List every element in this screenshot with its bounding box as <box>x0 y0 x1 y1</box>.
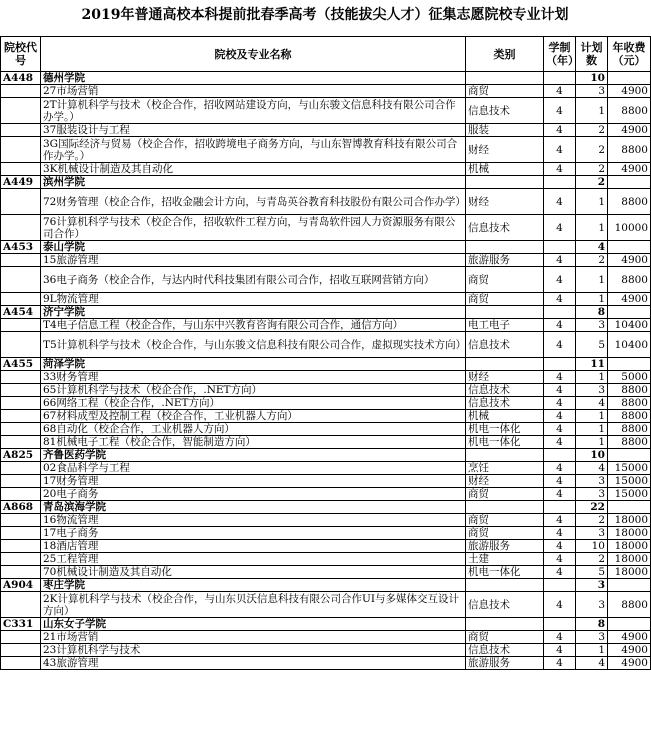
school-category <box>466 306 544 319</box>
major-years: 4 <box>544 189 576 215</box>
school-plan-total: 11 <box>576 358 608 371</box>
major-row <box>1 267 651 293</box>
school-code: C331 <box>1 618 41 631</box>
major-category: 信息技术 <box>466 644 544 657</box>
major-row <box>1 553 651 566</box>
major-name: 67材料成型及控制工程（校企合作，工业机器人方向） <box>41 410 466 423</box>
major-row <box>1 254 651 267</box>
school-fee <box>608 306 651 319</box>
major-row <box>1 384 651 397</box>
major-code <box>1 644 41 657</box>
major-plan: 1 <box>576 436 608 449</box>
major-row <box>1 215 651 241</box>
school-plan-total: 22 <box>576 501 608 514</box>
major-plan: 5 <box>576 566 608 579</box>
major-row <box>1 462 651 475</box>
major-row <box>1 397 651 410</box>
header-code: 院校代号 <box>1 37 41 72</box>
major-category: 财经 <box>466 371 544 384</box>
major-code <box>1 566 41 579</box>
school-fee <box>608 579 651 592</box>
school-name: 齐鲁医药学院 <box>41 449 466 462</box>
major-category: 信息技术 <box>466 397 544 410</box>
major-code <box>1 631 41 644</box>
major-row <box>1 488 651 501</box>
major-fee: 15000 <box>608 488 651 501</box>
school-row <box>1 241 651 254</box>
major-plan: 3 <box>576 85 608 98</box>
major-years: 4 <box>544 631 576 644</box>
major-row <box>1 85 651 98</box>
major-code <box>1 319 41 332</box>
school-row <box>1 358 651 371</box>
school-row <box>1 618 651 631</box>
school-fee <box>608 501 651 514</box>
major-row <box>1 423 651 436</box>
school-row <box>1 306 651 319</box>
major-name: 18酒店管理 <box>41 540 466 553</box>
major-plan: 3 <box>576 631 608 644</box>
major-plan: 3 <box>576 384 608 397</box>
major-category: 信息技术 <box>466 98 544 124</box>
school-fee <box>608 176 651 189</box>
header-plan: 计划数 <box>576 37 608 72</box>
major-code <box>1 85 41 98</box>
major-name: 25工程管理 <box>41 553 466 566</box>
school-code: A904 <box>1 579 41 592</box>
major-category: 机械 <box>466 410 544 423</box>
major-years: 4 <box>544 527 576 540</box>
major-fee: 4900 <box>608 163 651 176</box>
major-fee: 8800 <box>608 592 651 618</box>
major-code <box>1 137 41 163</box>
major-category: 财经 <box>466 189 544 215</box>
major-name: 17电子商务 <box>41 527 466 540</box>
major-name: T4电子信息工程（校企合作，与山东中兴教育咨询有限公司合作，通信方向） <box>41 319 466 332</box>
major-code <box>1 488 41 501</box>
school-code: A449 <box>1 176 41 189</box>
major-code <box>1 124 41 137</box>
school-years <box>544 579 576 592</box>
major-fee: 8800 <box>608 267 651 293</box>
school-plan-total: 8 <box>576 306 608 319</box>
major-code <box>1 215 41 241</box>
school-category <box>466 72 544 85</box>
major-fee: 4900 <box>608 254 651 267</box>
major-fee: 8800 <box>608 98 651 124</box>
major-row <box>1 410 651 423</box>
major-code <box>1 384 41 397</box>
major-plan: 3 <box>576 488 608 501</box>
school-plan-total: 4 <box>576 241 608 254</box>
table-body <box>1 72 651 670</box>
major-fee: 5000 <box>608 371 651 384</box>
school-fee <box>608 72 651 85</box>
school-plan-total: 10 <box>576 449 608 462</box>
school-code: A448 <box>1 72 41 85</box>
major-category: 服装 <box>466 124 544 137</box>
major-fee: 10000 <box>608 215 651 241</box>
school-fee <box>608 449 651 462</box>
major-plan: 2 <box>576 163 608 176</box>
major-row <box>1 436 651 449</box>
major-fee: 15000 <box>608 475 651 488</box>
major-years: 4 <box>544 254 576 267</box>
major-plan: 1 <box>576 423 608 436</box>
major-plan: 2 <box>576 553 608 566</box>
major-fee: 15000 <box>608 462 651 475</box>
major-years: 4 <box>544 488 576 501</box>
major-row <box>1 514 651 527</box>
school-row <box>1 579 651 592</box>
major-code <box>1 475 41 488</box>
major-name: 27市场营销 <box>41 85 466 98</box>
major-name: 21市场营销 <box>41 631 466 644</box>
major-years: 4 <box>544 371 576 384</box>
major-category: 旅游服务 <box>466 254 544 267</box>
major-row <box>1 98 651 124</box>
major-code <box>1 371 41 384</box>
major-plan: 10 <box>576 540 608 553</box>
school-years <box>544 241 576 254</box>
major-fee: 8800 <box>608 137 651 163</box>
major-fee: 10400 <box>608 319 651 332</box>
major-category: 信息技术 <box>466 592 544 618</box>
school-years <box>544 358 576 371</box>
school-plan-total: 8 <box>576 618 608 631</box>
major-category: 商贸 <box>466 267 544 293</box>
major-code <box>1 163 41 176</box>
major-years: 4 <box>544 540 576 553</box>
major-row <box>1 475 651 488</box>
plan-table <box>0 36 651 670</box>
major-years: 4 <box>544 137 576 163</box>
major-plan: 1 <box>576 644 608 657</box>
school-category <box>466 241 544 254</box>
school-name: 济宁学院 <box>41 306 466 319</box>
major-code <box>1 189 41 215</box>
school-fee <box>608 618 651 631</box>
school-category <box>466 176 544 189</box>
major-fee: 18000 <box>608 514 651 527</box>
major-category: 商贸 <box>466 85 544 98</box>
major-code <box>1 657 41 670</box>
school-years <box>544 72 576 85</box>
school-years <box>544 176 576 189</box>
header-category: 类别 <box>466 37 544 72</box>
school-row <box>1 72 651 85</box>
major-fee: 4900 <box>608 85 651 98</box>
major-category: 财经 <box>466 475 544 488</box>
major-category: 旅游服务 <box>466 657 544 670</box>
school-category <box>466 358 544 371</box>
school-code: A454 <box>1 306 41 319</box>
major-name: 15旅游管理 <box>41 254 466 267</box>
school-fee <box>608 358 651 371</box>
major-plan: 2 <box>576 124 608 137</box>
major-fee: 8800 <box>608 189 651 215</box>
school-code: A868 <box>1 501 41 514</box>
major-category: 机械 <box>466 163 544 176</box>
major-name: 23计算机科学与技术 <box>41 644 466 657</box>
major-years: 4 <box>544 163 576 176</box>
school-name: 德州学院 <box>41 72 466 85</box>
major-row <box>1 644 651 657</box>
major-row <box>1 566 651 579</box>
major-category: 商贸 <box>466 631 544 644</box>
major-code <box>1 397 41 410</box>
major-plan: 3 <box>576 319 608 332</box>
major-name: 3G国际经济与贸易（校企合作，招收跨境电子商务方向，与山东智博教育科技有限公司合作办学。） <box>41 137 466 163</box>
major-code <box>1 293 41 306</box>
school-plan-total: 3 <box>576 579 608 592</box>
major-years: 4 <box>544 644 576 657</box>
major-name: 81机械电子工程（校企合作，智能制造方向） <box>41 436 466 449</box>
school-name: 滨州学院 <box>41 176 466 189</box>
major-name: 33财务管理 <box>41 371 466 384</box>
major-row <box>1 592 651 618</box>
major-name: 43旅游管理 <box>41 657 466 670</box>
major-years: 4 <box>544 124 576 137</box>
major-code <box>1 514 41 527</box>
major-category: 信息技术 <box>466 215 544 241</box>
school-category <box>466 579 544 592</box>
major-name: 37服装设计与工程 <box>41 124 466 137</box>
major-name: 17财务管理 <box>41 475 466 488</box>
school-years <box>544 618 576 631</box>
major-code <box>1 267 41 293</box>
major-name: 20电子商务 <box>41 488 466 501</box>
major-name: 65计算机科学与技术（校企合作，.NET方向） <box>41 384 466 397</box>
major-plan: 1 <box>576 215 608 241</box>
major-fee: 4900 <box>608 124 651 137</box>
major-category: 机电一体化 <box>466 423 544 436</box>
school-category <box>466 449 544 462</box>
major-row <box>1 293 651 306</box>
major-category: 财经 <box>466 137 544 163</box>
major-name: 16物流管理 <box>41 514 466 527</box>
major-plan: 3 <box>576 592 608 618</box>
major-code <box>1 98 41 124</box>
major-fee: 8800 <box>608 436 651 449</box>
major-code <box>1 592 41 618</box>
major-name: T5计算机科学与技术（校企合作，与山东骏文信息科技有限公司合作，虚拟现实技术方向） <box>41 332 466 358</box>
school-plan-total: 2 <box>576 176 608 189</box>
table-header-row <box>1 37 651 72</box>
major-fee: 18000 <box>608 566 651 579</box>
major-years: 4 <box>544 384 576 397</box>
school-name: 泰山学院 <box>41 241 466 254</box>
major-plan: 2 <box>576 137 608 163</box>
header-name: 院校及专业名称 <box>41 37 466 72</box>
major-years: 4 <box>544 397 576 410</box>
major-row <box>1 163 651 176</box>
major-name: 02食品科学与工程 <box>41 462 466 475</box>
major-code <box>1 436 41 449</box>
major-row <box>1 527 651 540</box>
header-fee: 年收费（元） <box>608 37 651 72</box>
school-years <box>544 501 576 514</box>
major-name: 68自动化（校企合作，工业机器人方向） <box>41 423 466 436</box>
school-category <box>466 501 544 514</box>
page-title: 2019年普通高校本科提前批春季高考（技能拔尖人才）征集志愿院校专业计划 <box>81 7 569 23</box>
major-category: 土建 <box>466 553 544 566</box>
major-years: 4 <box>544 423 576 436</box>
school-row <box>1 501 651 514</box>
major-fee: 8800 <box>608 397 651 410</box>
major-years: 4 <box>544 566 576 579</box>
major-row <box>1 137 651 163</box>
major-fee: 8800 <box>608 410 651 423</box>
major-fee: 4900 <box>608 293 651 306</box>
major-name: 9L物流管理 <box>41 293 466 306</box>
major-years: 4 <box>544 410 576 423</box>
major-name: 70机械设计制造及其自动化 <box>41 566 466 579</box>
major-years: 4 <box>544 293 576 306</box>
major-category: 机电一体化 <box>466 436 544 449</box>
major-years: 4 <box>544 553 576 566</box>
major-years: 4 <box>544 475 576 488</box>
major-name: 2T计算机科学与技术（校企合作，招收网站建设方向，与山东骏文信息科技有限公司合作办学。） <box>41 98 466 124</box>
school-code: A453 <box>1 241 41 254</box>
major-plan: 3 <box>576 527 608 540</box>
major-name: 2K计算机科学与技术（校企合作，与山东贝沃信息科技有限公司合作UI与多媒体交互设计方向） <box>41 592 466 618</box>
major-row <box>1 631 651 644</box>
major-years: 4 <box>544 85 576 98</box>
school-category <box>466 618 544 631</box>
major-name: 66网络工程（校企合作，.NET方向） <box>41 397 466 410</box>
major-code <box>1 410 41 423</box>
school-name: 菏泽学院 <box>41 358 466 371</box>
major-category: 烹饪 <box>466 462 544 475</box>
major-category: 商贸 <box>466 293 544 306</box>
major-code <box>1 553 41 566</box>
major-fee: 4900 <box>608 631 651 644</box>
major-years: 4 <box>544 215 576 241</box>
major-years: 4 <box>544 592 576 618</box>
major-category: 商贸 <box>466 514 544 527</box>
major-years: 4 <box>544 319 576 332</box>
major-plan: 4 <box>576 462 608 475</box>
major-years: 4 <box>544 436 576 449</box>
school-name: 枣庄学院 <box>41 579 466 592</box>
major-code <box>1 423 41 436</box>
major-row <box>1 540 651 553</box>
major-row <box>1 657 651 670</box>
header-years: 学制（年） <box>544 37 576 72</box>
school-code: A825 <box>1 449 41 462</box>
major-plan: 2 <box>576 254 608 267</box>
major-row <box>1 124 651 137</box>
major-plan: 1 <box>576 371 608 384</box>
major-name: 76计算机科学与技术（校企合作，招收软件工程方向，与青岛软件园人力资源服务有限公司合作） <box>41 215 466 241</box>
major-years: 4 <box>544 332 576 358</box>
major-plan: 1 <box>576 410 608 423</box>
school-fee <box>608 241 651 254</box>
major-row <box>1 319 651 332</box>
major-category: 商贸 <box>466 488 544 501</box>
major-fee: 18000 <box>608 527 651 540</box>
major-plan: 2 <box>576 514 608 527</box>
major-row <box>1 189 651 215</box>
major-fee: 10400 <box>608 332 651 358</box>
school-years <box>544 449 576 462</box>
major-plan: 4 <box>576 397 608 410</box>
major-fee: 18000 <box>608 540 651 553</box>
major-code <box>1 254 41 267</box>
school-plan-total: 10 <box>576 72 608 85</box>
major-code <box>1 332 41 358</box>
major-years: 4 <box>544 462 576 475</box>
major-plan: 1 <box>576 267 608 293</box>
major-category: 电工电子 <box>466 319 544 332</box>
major-plan: 1 <box>576 98 608 124</box>
major-category: 旅游服务 <box>466 540 544 553</box>
school-code: A455 <box>1 358 41 371</box>
school-row <box>1 176 651 189</box>
major-plan: 3 <box>576 475 608 488</box>
major-years: 4 <box>544 98 576 124</box>
major-row <box>1 371 651 384</box>
major-fee: 18000 <box>608 553 651 566</box>
major-code <box>1 462 41 475</box>
major-code <box>1 540 41 553</box>
major-plan: 1 <box>576 293 608 306</box>
school-name: 山东女子学院 <box>41 618 466 631</box>
major-years: 4 <box>544 267 576 293</box>
major-years: 4 <box>544 657 576 670</box>
major-name: 3K机械设计制造及其自动化 <box>41 163 466 176</box>
major-name: 72财务管理（校企合作，招收金融会计方向，与青岛英谷教育科技股份有限公司合作办学） <box>41 189 466 215</box>
major-plan: 5 <box>576 332 608 358</box>
school-years <box>544 306 576 319</box>
major-row <box>1 332 651 358</box>
major-code <box>1 527 41 540</box>
school-row <box>1 449 651 462</box>
major-category: 机电一体化 <box>466 566 544 579</box>
major-plan: 1 <box>576 189 608 215</box>
major-fee: 8800 <box>608 384 651 397</box>
major-fee: 8800 <box>608 423 651 436</box>
major-years: 4 <box>544 514 576 527</box>
school-name: 青岛滨海学院 <box>41 501 466 514</box>
major-category: 信息技术 <box>466 384 544 397</box>
major-fee: 4900 <box>608 657 651 670</box>
major-category: 信息技术 <box>466 332 544 358</box>
major-plan: 4 <box>576 657 608 670</box>
major-fee: 4900 <box>608 644 651 657</box>
major-name: 36电子商务（校企合作，与达内时代科技集团有限公司合作，招收互联网营销方向） <box>41 267 466 293</box>
major-category: 商贸 <box>466 527 544 540</box>
